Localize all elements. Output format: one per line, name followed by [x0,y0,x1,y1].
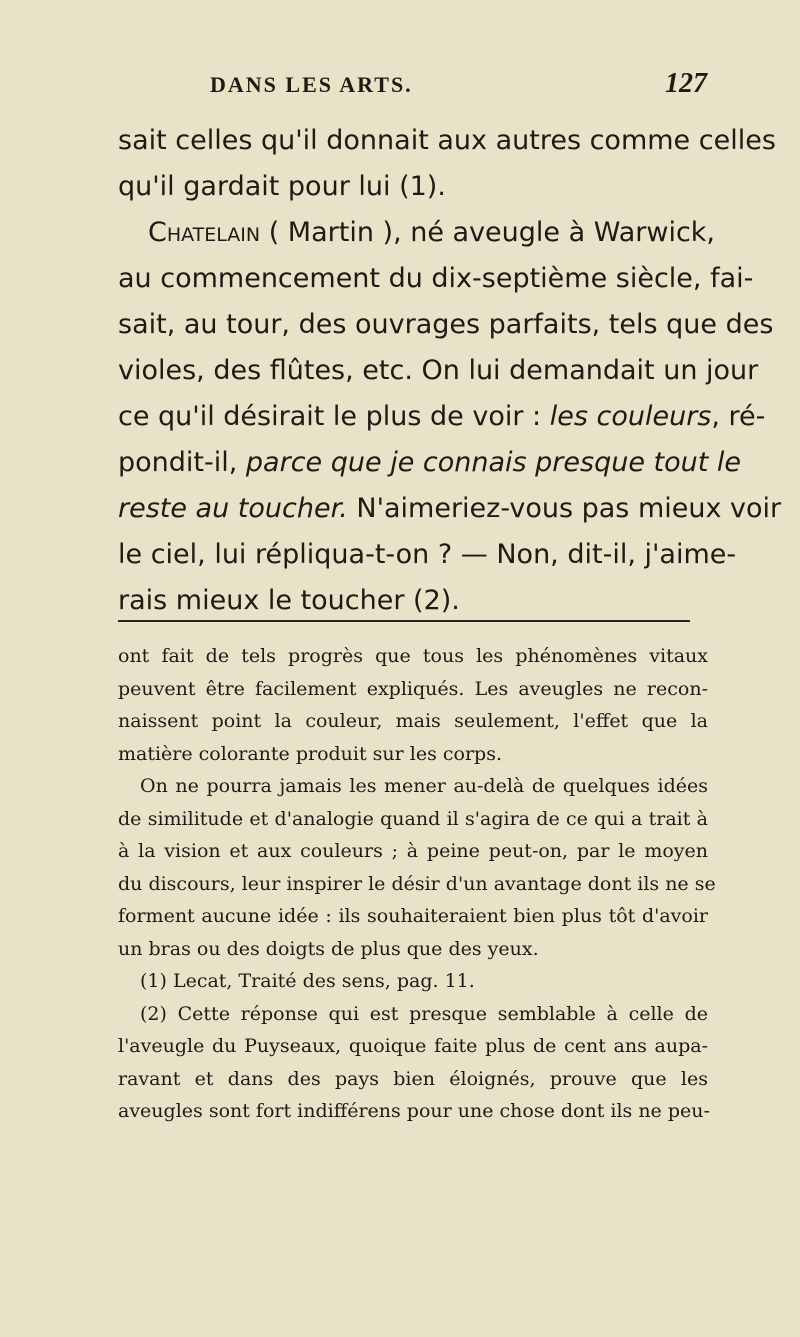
running-title: DANS LES ARTS. [210,72,413,97]
footnote-line: On ne pourra jamais les mener au-delà de quelques idées [140,775,708,797]
person-name: Chatelain [148,217,261,248]
footnote-divider [118,620,690,622]
italic-fragment: les couleurs [549,401,712,432]
text-fragment: N'aimeriez-vous pas mieux voir [347,493,782,524]
footnote-line: un bras ou des doigts de plus que des yeux. [118,937,539,960]
footnote-line: l'aveugle du Puyseaux, quoique faite plus de cent ans aupa- [118,1035,708,1057]
footnote-line: matière colorante produit sur les corps. [118,742,502,765]
text-line [118,486,782,532]
text-fragment: , ré- [711,401,766,432]
footnote-reference: (1) Lecat, Traité des sens, pag. 11. [140,970,475,992]
text-line [118,210,716,256]
footnote-line: peuvent être facilement expliqués. Les aveugles ne recon- [118,677,708,700]
footnote-line: de similitude et d'analogie quand il s'agira de ce qui a trait à [118,807,708,830]
text-line: violes, des flûtes, etc. On lui demandait un jour [118,355,759,386]
italic-fragment: parce que je connais presque tout le [245,447,742,478]
footnote-line: naissent point la couleur, mais seulement, l'effet que la [118,710,708,732]
text-fragment: ce qu'il désirait le plus de voir : [118,401,550,432]
text-fragment: ( Martin ), né aveugle à Warwick, [260,217,716,248]
italic-fragment: reste au toucher. [118,493,348,524]
text-line: sait celles qu'il donnait aux autres comme celles [118,125,776,156]
text-line: qu'il gardait pour lui (1). [118,171,446,202]
page-number: 127 [665,68,707,99]
text-line: sait, au tour, des ouvrages parfaits, tels que des [118,309,774,340]
footnote-line: du discours, leur inspirer le désir d'un avantage dont ils ne se [118,872,716,895]
footnote-line: à la vision et aux couleurs ; à peine peut-on, par le moyen [118,840,708,862]
footnote-line: ont fait de tels progrès que tous les phénomènes vitaux [118,645,708,667]
footnote-line: ravant et dans des pays bien éloignés, prouve que les [118,1067,708,1090]
footnotes [118,640,716,1128]
text-fragment: pondit-il, [118,447,246,478]
footnote-line: forment aucune idée : ils souhaiteraient bien plus tôt d'avoir [118,905,708,927]
text-line: le ciel, lui répliqua-t-on ? — Non, dit-il, j'aime- [118,539,737,570]
text-line [118,440,742,486]
text-line: rais mieux le toucher (2). [118,585,460,616]
page-header [0,68,800,112]
footnote-line: aveugles sont fort indifférens pour une chose dont ils ne peu- [118,1100,710,1122]
footnote-reference: (2) Cette réponse qui est presque semblable à celle de [140,1002,708,1025]
text-line: au commencement du dix-septième siècle, fai- [118,263,754,294]
main-text [118,118,782,624]
text-line [118,394,766,440]
